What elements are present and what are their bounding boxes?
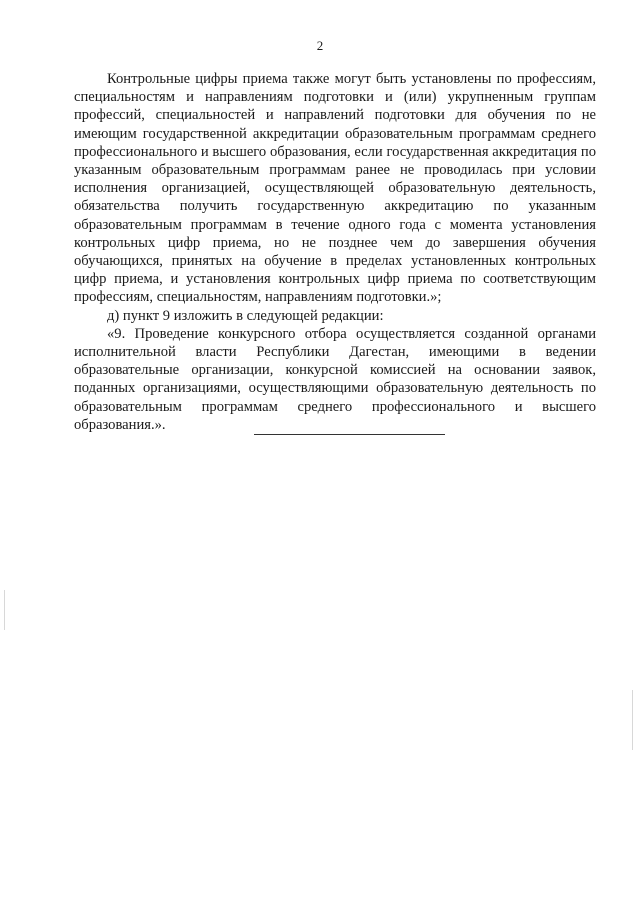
paragraph-item-d: д) пункт 9 изложить в следующей редакции:: [107, 307, 384, 324]
scan-artifact-left: [4, 590, 5, 630]
end-divider-line: [254, 434, 445, 435]
paragraph-item-9: «9. Проведение конкурсного отбора осуществляется созданной органами исполнительной власти Республики Дагестан, имеющими в ведении образовательные организации, конкурсной комиссией на основании заявок, поданных организациями, осуществляющими образовательную деятельность по образовательным программам среднего профессионального и высшего образования.».: [74, 325, 596, 433]
paragraph-control-figures: Контрольные цифры приема также могут быть установлены по профессиям, специальностям и направлениям подготовки и (или) укрупненным группам профессий, специальностей и направлений подготовки для обучения по не имеющим государственной аккредитации образовательным программам среднего профессионального и высшего образования, если государственная аккредитация по указанным образовательным программам ранее не проводилась при условии исполнения организацией, осуществляющей образовательную деятельность, обязательства получить государственную аккредитацию по указанным образовательным программам в течение одного года с момента установления контрольных цифр приема, но не позднее чем до завершения обучения обучающихся, принятых на обучение в пределах установленных контрольных цифр приема, и установления контрольных цифр приема по соответствующим профессиям, специальностям, направлениям подготовки.»;: [74, 71, 596, 306]
scan-artifact-right: [632, 690, 633, 750]
document-body: [74, 70, 596, 434]
page-number: 2: [316, 38, 324, 53]
